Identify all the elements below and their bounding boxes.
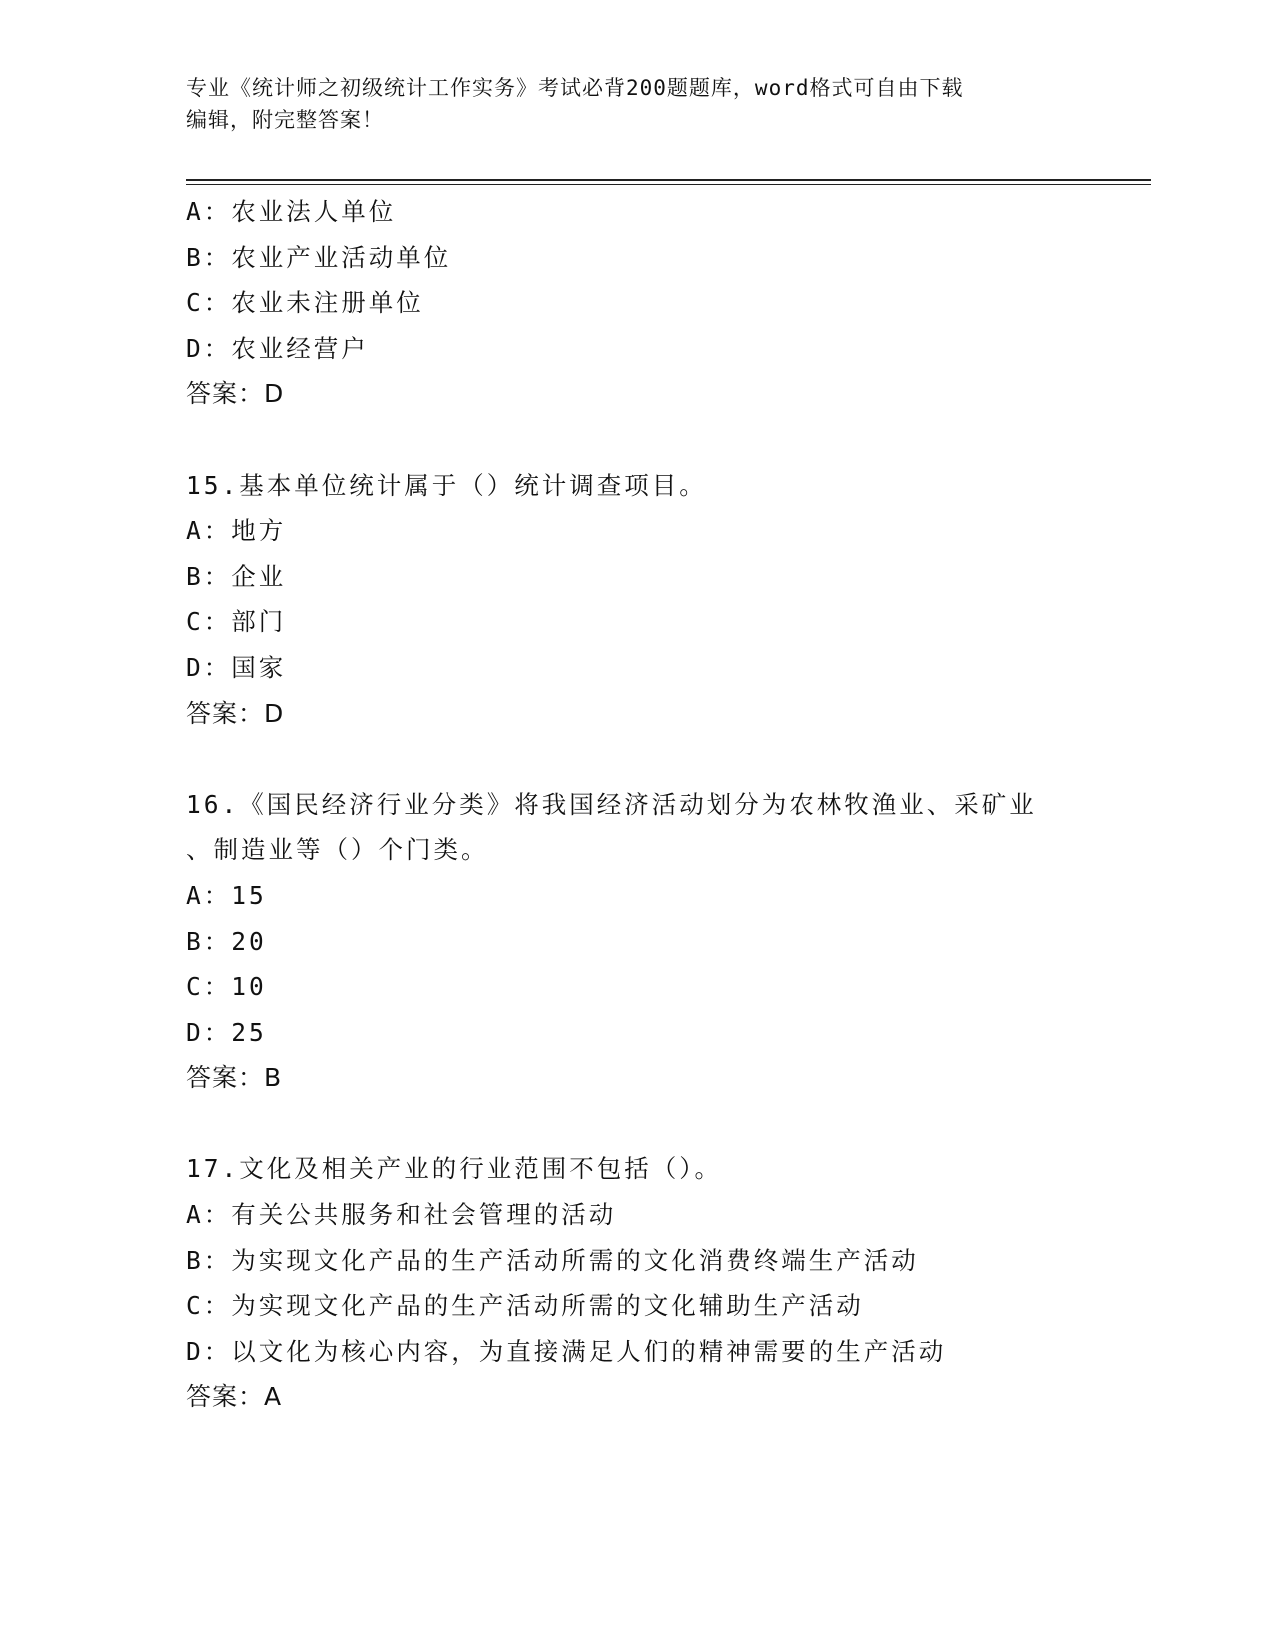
option-b: B：20 bbox=[186, 926, 267, 956]
option-c: C：部门 bbox=[186, 607, 287, 637]
option-c: C：农业未注册单位 bbox=[186, 288, 424, 318]
option-a: A：有关公共服务和社会管理的活动 bbox=[186, 1200, 617, 1230]
header-divider bbox=[186, 179, 1151, 181]
header-line-1: 专业《统计师之初级统计工作实务》考试必背200题题库，word格式可自由下载 bbox=[186, 76, 964, 100]
document-header bbox=[186, 72, 1086, 136]
question-16 bbox=[186, 782, 1146, 1101]
question-text: 17.文化及相关产业的行业范围不包括（）。 bbox=[186, 1154, 722, 1184]
question-14-partial bbox=[186, 189, 1146, 417]
question-gap bbox=[186, 1101, 1146, 1147]
option-b: B：农业产业活动单位 bbox=[186, 242, 452, 272]
answer-line: 答案：A bbox=[186, 1382, 283, 1412]
option-d: D：农业经营户 bbox=[186, 333, 369, 363]
answer-line: 答案：D bbox=[186, 379, 285, 409]
option-a: A：15 bbox=[186, 880, 267, 910]
question-text: 15.基本单位统计属于（）统计调查项目。 bbox=[186, 470, 707, 500]
question-17 bbox=[186, 1146, 1146, 1420]
question-gap bbox=[186, 417, 1146, 463]
option-b: B：企业 bbox=[186, 561, 287, 591]
option-d: D：以文化为核心内容，为直接满足人们的精神需要的生产活动 bbox=[186, 1336, 947, 1366]
header-divider-thin bbox=[186, 184, 1151, 185]
question-text: 16.《国民经济行业分类》将我国经济活动划分为农林牧渔业、采矿业 bbox=[186, 789, 1037, 819]
question-text-continued: 、制造业等（）个门类。 bbox=[186, 835, 489, 865]
header-line-2: 编辑，附完整答案！ bbox=[186, 108, 384, 132]
option-d: D：25 bbox=[186, 1017, 267, 1047]
question-list bbox=[186, 189, 1146, 1420]
question-gap bbox=[186, 736, 1146, 782]
option-c: C：为实现文化产品的生产活动所需的文化辅助生产活动 bbox=[186, 1291, 864, 1321]
option-a: A：农业法人单位 bbox=[186, 197, 397, 226]
option-c: C：10 bbox=[186, 972, 267, 1002]
option-a: A：地方 bbox=[186, 516, 287, 546]
option-d: D：国家 bbox=[186, 652, 287, 682]
answer-line: 答案：D bbox=[186, 698, 285, 728]
question-15 bbox=[186, 463, 1146, 737]
answer-line: 答案：B bbox=[186, 1063, 283, 1093]
option-b: B：为实现文化产品的生产活动所需的文化消费终端生产活动 bbox=[186, 1245, 919, 1275]
